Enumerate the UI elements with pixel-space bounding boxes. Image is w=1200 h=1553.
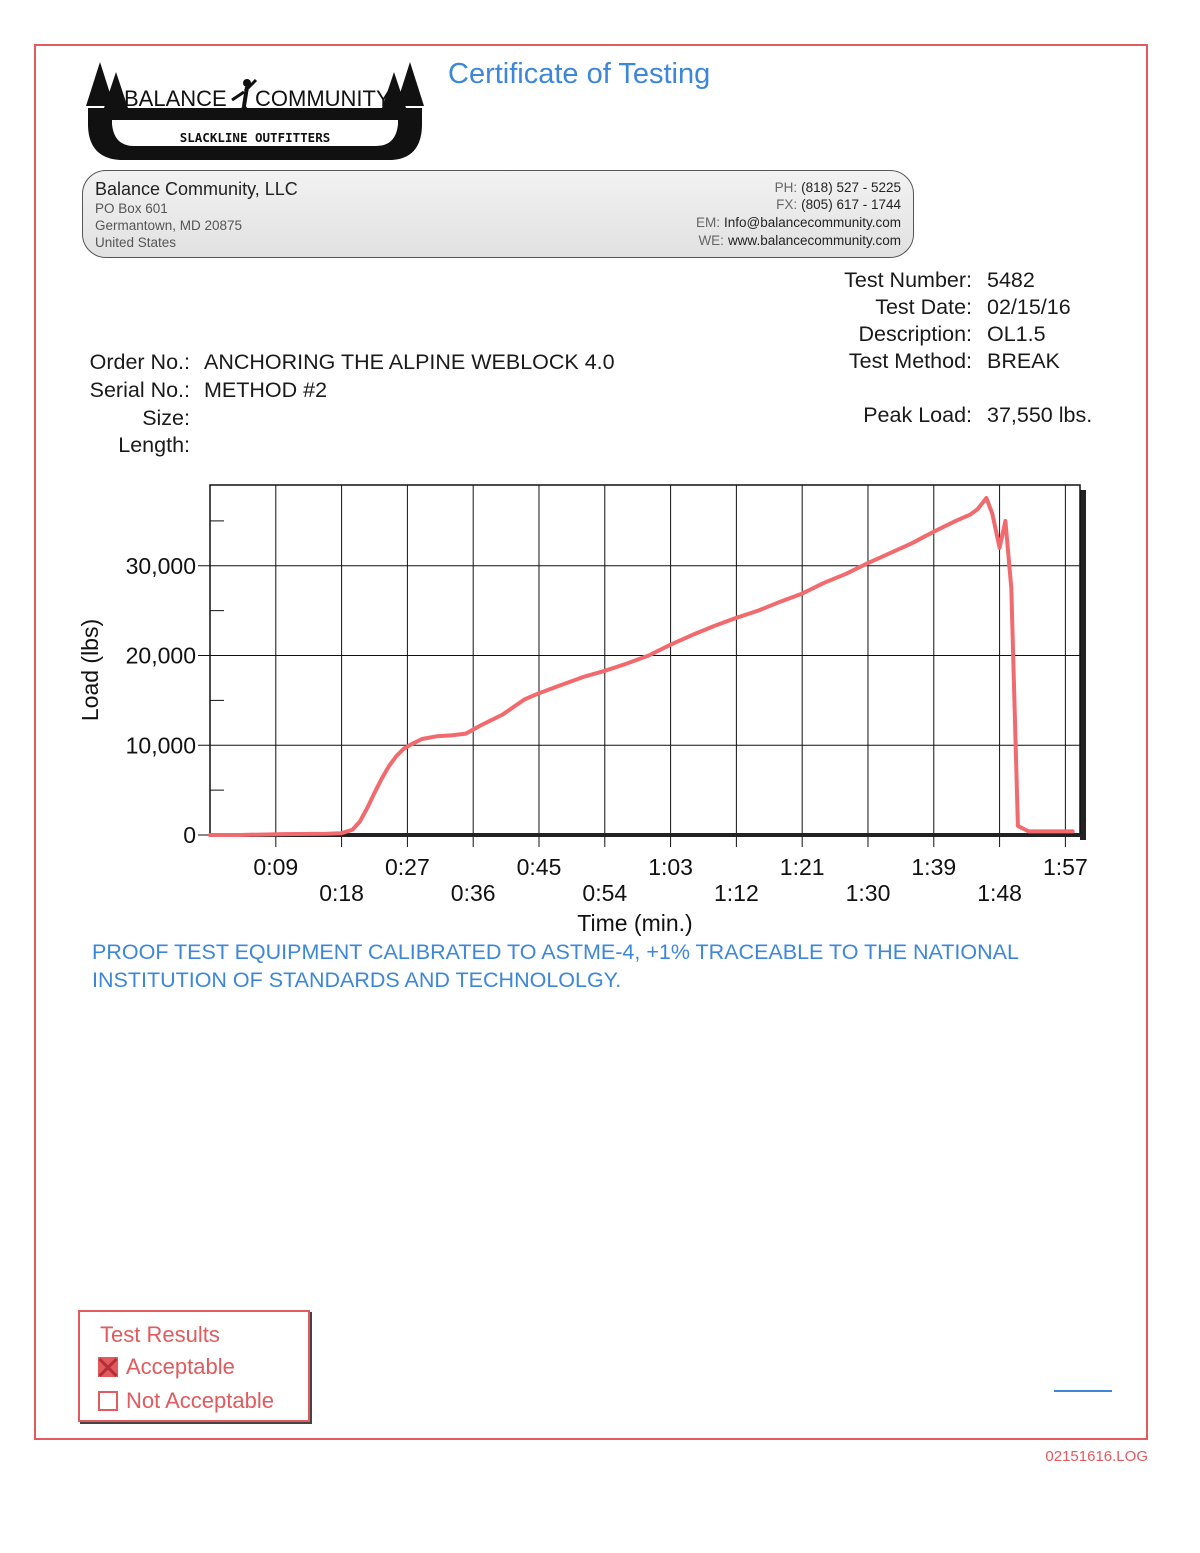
test-date-label: Test Date: [875, 295, 972, 319]
x-tick-label: 0:36 [450, 880, 496, 906]
plot-area [210, 485, 1080, 835]
x-tick-label: 0:54 [582, 880, 628, 906]
chart-svg [60, 470, 1120, 940]
x-tick-label: 1:39 [911, 854, 957, 880]
x-tick-label: 1:30 [845, 880, 891, 906]
contact-fax [776, 197, 901, 212]
address-line-2: Germantown, MD 20875 [95, 218, 243, 233]
log-file-name: 02151616.LOG [1045, 1448, 1148, 1465]
acceptable-label: Acceptable [126, 1354, 235, 1379]
logo-tagline: SLACKLINE OUTFITTERS [179, 130, 331, 145]
calibration-notice: PROOF TEST EQUIPMENT CALIBRATED TO ASTME-4, +1% TRACEABLE TO THE NATIONAL INSTITUTION OF STANDARDS AND TECHNOLOLGY. [92, 940, 1019, 992]
logo-name-right: COMMUNITY [255, 86, 391, 111]
x-tick-label: 0:18 [319, 880, 364, 906]
order-no-value: ANCHORING THE ALPINE WEBLOCK 4.0 [204, 350, 615, 374]
acceptable-checkbox[interactable] [98, 1357, 118, 1377]
plot-shadow [1080, 490, 1086, 840]
x-tick-label: 1:03 [648, 854, 693, 880]
x-tick-label: 1:21 [779, 854, 825, 880]
result-not-acceptable[interactable] [98, 1388, 274, 1414]
address-line-3: United States [95, 235, 177, 250]
test-number-value: 5482 [987, 268, 1035, 292]
peak-load-value: 37,550 lbs. [987, 403, 1093, 427]
test-results-title: Test Results [100, 1322, 220, 1347]
contact-email [696, 215, 901, 230]
order-no-label: Order No.: [89, 350, 190, 374]
x-tick-label: 1:48 [977, 880, 1022, 906]
test-method-label: Test Method: [848, 349, 972, 373]
contact-phone [775, 180, 901, 195]
company-logo [80, 58, 430, 164]
x-tick-label: 0:27 [385, 854, 430, 880]
logo-graphic [80, 58, 430, 164]
y-tick-label: 20,000 [125, 642, 196, 669]
load-time-chart [60, 470, 1120, 940]
description-value: OL1.5 [987, 322, 1046, 346]
contact-website [698, 233, 901, 248]
company-contact-box [82, 170, 914, 258]
y-axis-label: Load (lbs) [77, 618, 103, 722]
company-name: Balance Community, LLC [95, 179, 298, 199]
result-acceptable[interactable] [98, 1354, 235, 1380]
contact-website-value: www.balancecommunity.com [727, 233, 901, 248]
x-tick-label: 1:57 [1042, 854, 1088, 880]
contact-phone-value: (818) 527 - 5225 [801, 180, 901, 195]
x-axis-label: Time (min.) [577, 910, 693, 936]
contact-fax-label: FX: [776, 197, 798, 212]
test-number-label: Test Number: [844, 268, 972, 292]
serial-no-label: Serial No.: [89, 378, 190, 402]
x-tick-label: 1:12 [714, 880, 759, 906]
contact-website-label: WE: [698, 233, 724, 248]
serial-no-value: METHOD #2 [204, 378, 328, 402]
contact-fax-value: (805) 617 - 1744 [801, 197, 901, 212]
signature-line [1054, 1390, 1112, 1392]
x-tick-label: 0:45 [516, 854, 562, 880]
certificate-title: Certificate of Testing [448, 58, 711, 90]
peak-load-label: Peak Load: [863, 403, 972, 427]
y-tick-label: 0 [183, 822, 196, 848]
logo-name-left: BALANCE [124, 86, 227, 111]
contact-phone-label: PH: [774, 180, 798, 195]
y-tick-label: 30,000 [125, 552, 196, 579]
not-acceptable-label: Not Acceptable [126, 1388, 274, 1413]
test-method-value: BREAK [987, 349, 1060, 373]
y-tick-label: 10,000 [125, 732, 196, 759]
x-tick-label: 0:09 [253, 854, 299, 880]
description-label: Description: [858, 322, 972, 346]
length-label: Length: [118, 433, 190, 457]
contact-email-value: Info@balancecommunity.com [723, 215, 901, 230]
contact-email-label: EM: [695, 215, 720, 230]
test-results-box [78, 1310, 310, 1422]
test-date-value: 02/15/16 [987, 295, 1071, 319]
address-line-1: PO Box 601 [95, 201, 168, 216]
size-label: Size: [142, 406, 190, 430]
not-acceptable-checkbox[interactable] [98, 1391, 118, 1411]
